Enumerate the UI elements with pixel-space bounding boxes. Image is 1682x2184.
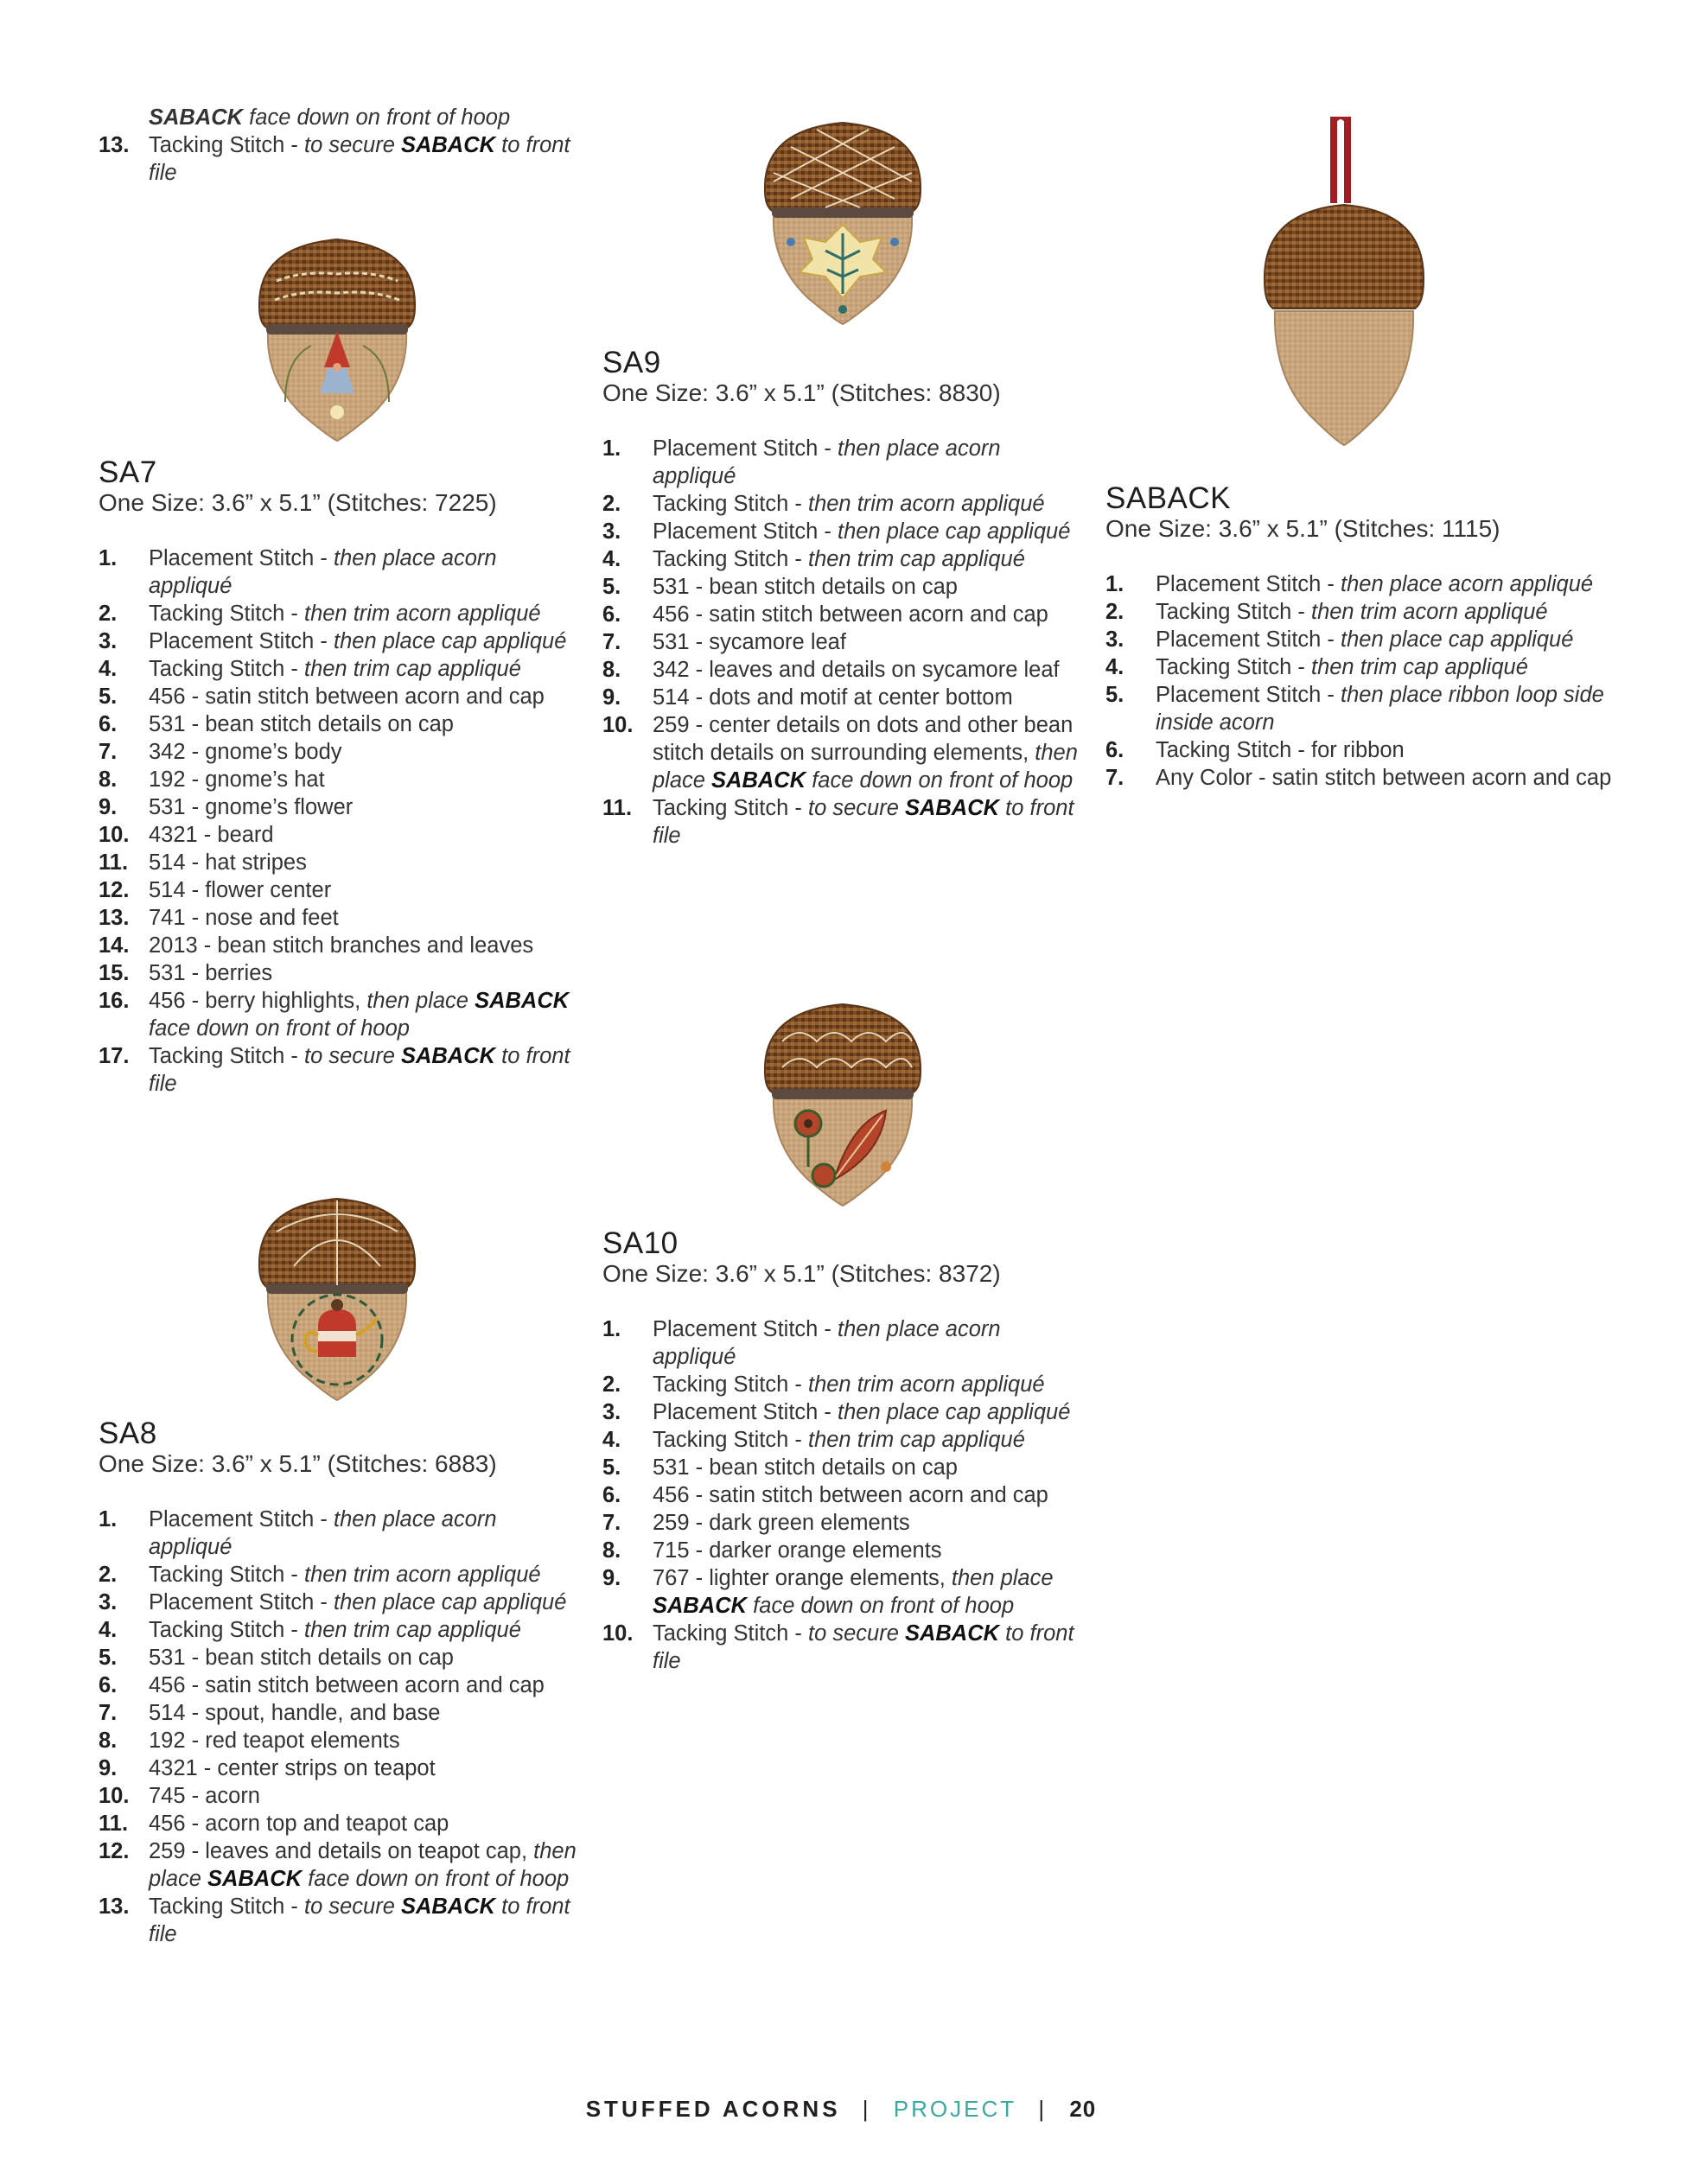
list-item	[99, 932, 583, 959]
step-text: 531 - bean stitch details on cap	[653, 575, 958, 599]
step-text: Tacking Stitch - then trim acorn appliqué	[1156, 600, 1548, 624]
step-number: 8.	[99, 1729, 118, 1753]
step-number: 10.	[602, 1621, 634, 1646]
list-item	[99, 1561, 583, 1589]
step-text: 514 - spout, handle, and base	[149, 1701, 441, 1725]
step-number: 10.	[602, 713, 634, 737]
step-text: 715 - darker orange elements	[653, 1538, 942, 1563]
step-text: Tacking Stitch - then trim cap appliqué	[653, 547, 1025, 571]
acorn-teapot-illustration	[251, 1188, 424, 1404]
list-item	[99, 710, 583, 738]
step-number: 5.	[1105, 683, 1125, 707]
step-number: 12.	[99, 878, 130, 902]
list-item	[602, 545, 1086, 573]
list-item	[99, 1616, 583, 1644]
sa9-section	[602, 347, 1086, 850]
list-item	[602, 601, 1086, 628]
step-text: Tacking Stitch - to secure SABACK to front file	[149, 133, 570, 185]
step-number: 8.	[99, 767, 118, 792]
step-number: 4.	[99, 657, 118, 681]
list-item	[1105, 570, 1624, 598]
step-number: 2.	[1105, 600, 1125, 624]
step-number: 16.	[99, 989, 130, 1013]
step-text: Tacking Stitch - for ribbon	[1156, 738, 1405, 762]
sa7-section	[99, 456, 583, 1098]
saback-section	[1105, 482, 1624, 792]
list-item	[99, 876, 583, 904]
step-number: 1.	[602, 1317, 621, 1341]
step-text: Placement Stitch - then place ribbon loop side inside acorn	[1156, 683, 1604, 735]
list-item	[99, 1671, 583, 1699]
step-text: 531 - berries	[149, 961, 273, 985]
list-item	[99, 1782, 583, 1810]
step-text: Placement Stitch - then place acorn appliqué	[1156, 572, 1594, 596]
list-item	[602, 656, 1086, 684]
step-text: 2013 - bean stitch branches and leaves	[149, 933, 534, 958]
step-text: 259 - dark green elements	[653, 1511, 910, 1535]
step-text: 192 - red teapot elements	[149, 1729, 400, 1753]
step-text: Tacking Stitch - then trim acorn appliqué	[149, 602, 541, 626]
list-item	[602, 1398, 1086, 1426]
sa10-steps	[602, 1315, 1086, 1675]
step-text: Placement Stitch - then place acorn appliqué	[149, 546, 497, 598]
list-item	[99, 1589, 583, 1616]
step-number: 3.	[99, 1590, 118, 1614]
list-item	[602, 490, 1086, 518]
step-number: 9.	[602, 685, 621, 710]
list-item	[1105, 626, 1624, 653]
step-number: 4.	[99, 1618, 118, 1642]
list-item	[1105, 736, 1624, 764]
saback-size: One Size: 3.6” x 5.1” (Stitches: 1115)	[1105, 515, 1500, 542]
step-number: 4.	[602, 547, 621, 571]
step-number: 7.	[602, 1511, 621, 1535]
step-number: 15.	[99, 961, 130, 985]
step-number: 4.	[602, 1428, 621, 1452]
step-number: 7.	[1105, 766, 1125, 790]
step-number: 8.	[602, 658, 621, 682]
step-text: 514 - flower center	[149, 878, 332, 902]
step-text: 531 - bean stitch details on cap	[149, 1646, 454, 1670]
list-item	[602, 435, 1086, 490]
step-text: Tacking Stitch - then trim cap appliqué	[1156, 655, 1528, 679]
step-number: 3.	[602, 519, 621, 544]
step-number: 1.	[1105, 572, 1125, 596]
list-item	[1105, 764, 1624, 792]
step-number: 10.	[99, 823, 130, 847]
sa10-size: One Size: 3.6” x 5.1” (Stitches: 8372)	[602, 1260, 1001, 1287]
step-text: 531 - sycamore leaf	[653, 630, 846, 654]
list-item	[99, 1893, 583, 1948]
step-text: Tacking Stitch - then trim acorn appliqué	[149, 1563, 541, 1587]
step-number: 12.	[99, 1839, 130, 1863]
list-item	[602, 518, 1086, 545]
list-item	[99, 821, 583, 849]
step-text: Any Color - satin stitch between acorn and cap	[1156, 766, 1612, 790]
list-item	[602, 1454, 1086, 1481]
sa9-steps	[602, 435, 1086, 850]
carryover-steps	[99, 131, 583, 187]
list-item	[602, 1564, 1086, 1620]
step-text: 4321 - center strips on teapot	[149, 1756, 436, 1780]
step-number: 6.	[602, 1483, 621, 1507]
step-text: Tacking Stitch - then trim cap appliqué	[653, 1428, 1025, 1452]
step-text: Placement Stitch - then place cap appliqué	[149, 1590, 567, 1614]
list-item	[602, 1426, 1086, 1454]
acorn-sycamore-illustration	[756, 112, 929, 328]
step-number: 5.	[99, 684, 118, 709]
step-text: Tacking Stitch - then trim cap appliqué	[149, 1618, 521, 1642]
sa7-steps	[99, 544, 583, 1098]
list-item	[99, 683, 583, 710]
step-number: 2.	[602, 492, 621, 516]
step-text: Tacking Stitch - then trim acorn appliqué	[653, 1372, 1045, 1397]
step-number: 6.	[602, 602, 621, 627]
sa8-section	[99, 1417, 583, 1948]
sa9-size: One Size: 3.6” x 5.1” (Stitches: 8830)	[602, 379, 1001, 406]
step-number: 2.	[99, 602, 118, 626]
list-item	[99, 655, 583, 683]
step-text: 342 - gnome’s body	[149, 740, 342, 764]
step-number: 2.	[602, 1372, 621, 1397]
step-number: 9.	[602, 1566, 621, 1590]
step-number: 1.	[99, 1507, 118, 1531]
sa8-size: One Size: 3.6” x 5.1” (Stitches: 6883)	[99, 1450, 497, 1477]
step-number: 7.	[99, 740, 118, 764]
step-number: 3.	[602, 1400, 621, 1424]
step-text: 4321 - beard	[149, 823, 274, 847]
carryover-continuation: SABACK face down on front of hoop	[149, 105, 511, 130]
sa9-title: SA9	[602, 346, 661, 379]
step-text: 531 - bean stitch details on cap	[149, 712, 454, 736]
step-number: 6.	[1105, 738, 1125, 762]
sa7-size: One Size: 3.6” x 5.1” (Stitches: 7225)	[99, 489, 497, 516]
list-item	[602, 711, 1086, 794]
footer-section: PROJECT	[893, 2096, 1017, 2122]
step-text: 456 - satin stitch between acorn and cap	[149, 1673, 545, 1697]
sa10-title: SA10	[602, 1226, 679, 1260]
sa8-steps	[99, 1506, 583, 1948]
step-number: 3.	[1105, 627, 1125, 652]
step-number: 17.	[99, 1044, 130, 1068]
step-number: 9.	[99, 1756, 118, 1780]
list-item	[99, 627, 583, 655]
list-item	[602, 1481, 1086, 1509]
list-item	[99, 1810, 583, 1837]
step-text: Placement Stitch - then place cap appliqué	[653, 519, 1071, 544]
step-text: Tacking Stitch - then trim cap appliqué	[149, 657, 521, 681]
list-item	[602, 1509, 1086, 1537]
list-item	[99, 544, 583, 600]
step-text: 741 - nose and feet	[149, 906, 339, 930]
list-item	[99, 738, 583, 766]
footer-separator-1: |	[862, 2096, 872, 2122]
step-number: 7.	[602, 630, 621, 654]
footer-brand: STUFFED ACORNS	[585, 2096, 841, 2122]
list-item	[99, 987, 583, 1042]
step-number: 8.	[602, 1538, 621, 1563]
step-text: Placement Stitch - then place cap appliqué	[149, 629, 567, 653]
step-number: 7.	[99, 1701, 118, 1725]
step-text: 514 - hat stripes	[149, 850, 307, 875]
list-item	[602, 684, 1086, 711]
step-text: 259 - center details on dots and other bean stitch details on surrounding elements, then place SABACK face down on front of hoop	[653, 713, 1078, 793]
list-item	[99, 600, 583, 627]
list-item	[602, 1537, 1086, 1564]
list-item	[99, 1042, 583, 1098]
step-number: 2.	[99, 1563, 118, 1587]
step-number: 1.	[602, 436, 621, 461]
list-item	[99, 766, 583, 793]
step-number: 14.	[99, 933, 130, 958]
step-text: Tacking Stitch - to secure SABACK to front file	[149, 1044, 570, 1096]
list-item	[99, 1727, 583, 1754]
step-text: Placement Stitch - then place acorn appliqué	[653, 436, 1001, 488]
step-text: Tacking Stitch - then trim acorn appliqué	[653, 492, 1045, 516]
step-text: 531 - bean stitch details on cap	[653, 1455, 958, 1480]
step-text: 531 - gnome’s flower	[149, 795, 354, 819]
list-item	[1105, 598, 1624, 626]
step-text: 745 - acorn	[149, 1784, 260, 1808]
step-text: Tacking Stitch - to secure SABACK to front file	[653, 796, 1074, 848]
step-text: 456 - satin stitch between acorn and cap	[653, 1483, 1048, 1507]
acorn-gnome-illustration	[251, 229, 424, 445]
step-number: 3.	[99, 629, 118, 653]
step-text: 456 - satin stitch between acorn and cap	[653, 602, 1048, 627]
step-text: Placement Stitch - then place cap appliqué	[1156, 627, 1574, 652]
step-number: 13.	[99, 1894, 130, 1919]
list-item	[602, 794, 1086, 850]
list-item	[602, 628, 1086, 656]
saback-title: SABACK	[1105, 481, 1231, 515]
step-text: 456 - acorn top and teapot cap	[149, 1812, 449, 1836]
list-item	[99, 793, 583, 821]
sa7-title: SA7	[99, 455, 157, 489]
acorn-feather-illustration	[756, 994, 929, 1210]
list-item	[99, 959, 583, 987]
step-text: 514 - dots and motif at center bottom	[653, 685, 1013, 710]
step-number: 9.	[99, 795, 118, 819]
step-number: 6.	[99, 712, 118, 736]
step-number: 5.	[99, 1646, 118, 1670]
list-item	[99, 1754, 583, 1782]
list-item	[602, 1371, 1086, 1398]
list-item	[99, 1506, 583, 1561]
step-number: 5.	[602, 575, 621, 599]
step-text: 192 - gnome’s hat	[149, 767, 325, 792]
step-number: 10.	[99, 1784, 130, 1808]
sa8-title: SA8	[99, 1417, 157, 1450]
page-number: 20	[1069, 2096, 1097, 2122]
step-number: 11.	[99, 1812, 129, 1836]
step-number: 6.	[99, 1673, 118, 1697]
step-number: 11.	[602, 796, 633, 820]
saback-steps	[1105, 570, 1624, 792]
list-item	[99, 1837, 583, 1893]
step-text: Placement Stitch - then place cap appliqué	[653, 1400, 1071, 1424]
sa10-section	[602, 1227, 1086, 1675]
list-item	[99, 131, 583, 187]
list-item	[1105, 653, 1624, 681]
page-footer	[0, 2096, 1682, 2123]
list-item	[602, 573, 1086, 601]
acorn-back-illustration	[1258, 117, 1430, 454]
step-text: Placement Stitch - then place acorn appliqué	[653, 1317, 1001, 1369]
step-text: Tacking Stitch - to secure SABACK to front file	[653, 1621, 1074, 1673]
list-item	[99, 849, 583, 876]
list-item	[99, 904, 583, 932]
step-text: 456 - berry highlights, then place SABACK face down on front of hoop	[149, 989, 570, 1041]
step-number: 11.	[99, 850, 129, 875]
step-number: 4.	[1105, 655, 1125, 679]
step-text: 259 - leaves and details on teapot cap, then place SABACK face down on front of hoop	[149, 1839, 577, 1891]
step-text: 456 - satin stitch between acorn and cap	[149, 684, 545, 709]
list-item	[99, 1644, 583, 1671]
step-number: 1.	[99, 546, 118, 570]
carryover-block	[99, 104, 583, 187]
list-item	[602, 1620, 1086, 1675]
list-item	[1105, 681, 1624, 736]
footer-separator-2: |	[1038, 2096, 1048, 2122]
step-number: 13.	[99, 133, 130, 157]
list-item	[602, 1315, 1086, 1371]
list-item	[99, 1699, 583, 1727]
step-number: 5.	[602, 1455, 621, 1480]
step-text: Placement Stitch - then place acorn appliqué	[149, 1507, 497, 1559]
step-text: Tacking Stitch - to secure SABACK to front file	[149, 1894, 570, 1946]
step-text: 767 - lighter orange elements, then place SABACK face down on front of hoop	[653, 1566, 1054, 1618]
step-text: 342 - leaves and details on sycamore leaf	[653, 658, 1060, 682]
step-number: 13.	[99, 906, 130, 930]
